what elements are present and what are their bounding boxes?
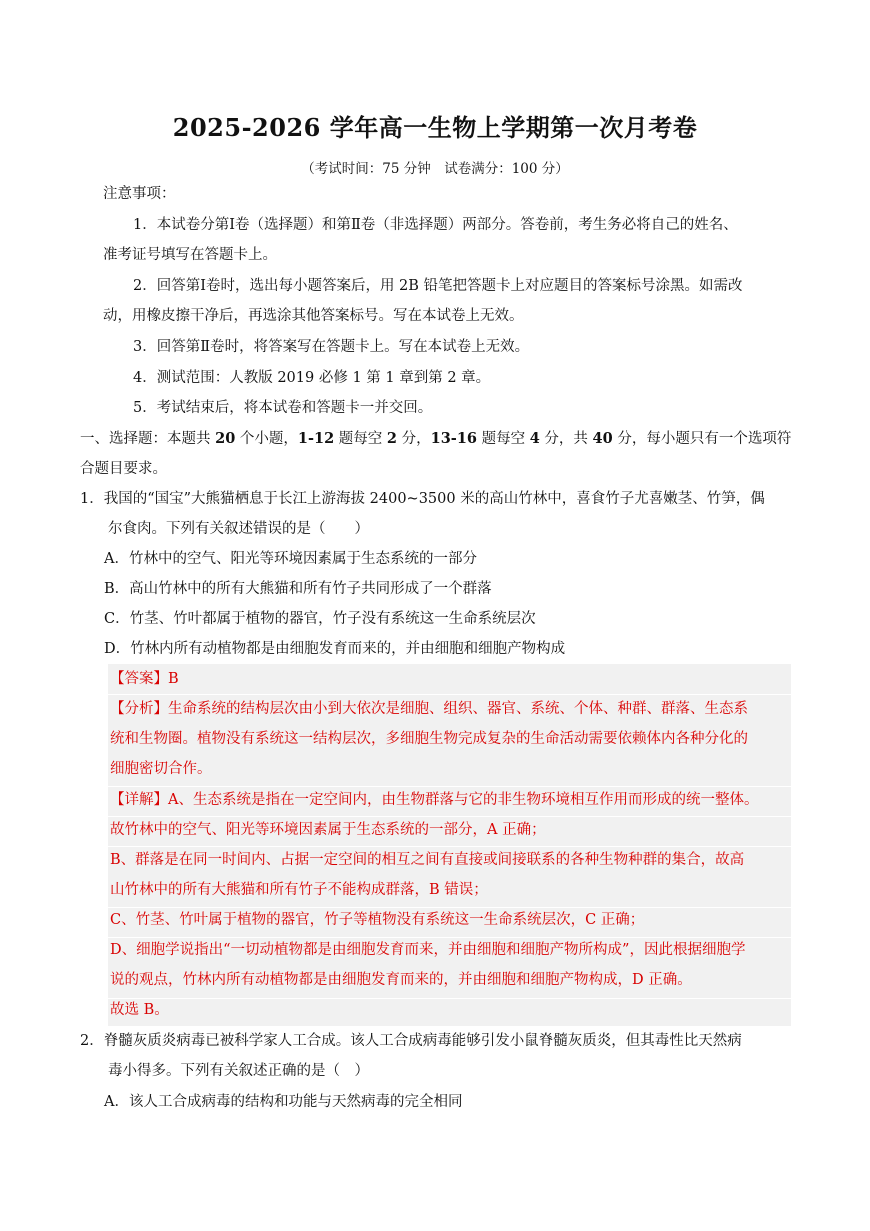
detail-line-7: 说的观点，竹林内所有动植物都是由细胞发育而来的，并由细胞和细胞产物构成，D 正确。 (110, 972, 692, 988)
question-1-option-b: B．高山竹林中的所有大熊猫和所有竹子共同形成了一个群落 (104, 581, 492, 597)
note-1-line-2: 准考证号填写在答题卡上。 (103, 247, 277, 263)
note-2-line-2: 动，用橡皮擦干净后，再选涂其他答案标号。写在本试卷上无效。 (103, 308, 524, 324)
answer-tag: 【答案】 (110, 671, 168, 687)
question-2-stem-1: 2．脊髓灰质炎病毒已被科学家人工合成。该人工合成病毒能够引发小鼠脊髓灰质炎，但其毒性比天然病 (80, 1033, 742, 1049)
note-2-line-1: 2．回答第Ⅰ卷时，选出每小题答案后，用 2B 铅笔把答题卡上对应题目的答案标号涂黑。如需改 (133, 278, 743, 294)
answer-line (110, 669, 179, 689)
notes-heading: 注意事项： (103, 186, 176, 202)
analysis-line-1: 【分析】生命系统的结构层次由小到大依次是细胞、组织、器官、系统、个体、种群、群落、生态系 (110, 701, 748, 717)
detail-conclusion: 故选 B。 (110, 1002, 169, 1018)
section-heading: 一、选择题：本题共 20 个小题，1-12 题每空 2 分，13-16 题每空 4 分，共 40 分，每小题只有一个选项符 (80, 430, 792, 447)
detail-line-3: B、群落是在同一时间内、占据一定空间的相互之间有直接或间接联系的各种生物种群的集合，故高 (110, 852, 745, 868)
question-2-option-a: A．该人工合成病毒的结构和功能与天然病毒的完全相同 (104, 1094, 463, 1110)
detail-line-5: C、竹茎、竹叶属于植物的器官，竹子等植物没有系统这一生命系统层次，C 正确； (110, 912, 645, 928)
detail-tag: 【详解】 (110, 792, 168, 808)
note-4: 4．测试范围：人教版 2019 必修 1 第 1 章到第 2 章。 (133, 370, 491, 386)
section-heading-line-2: 合题目要求。 (80, 461, 167, 477)
question-1-stem-1: 1．我国的“国宝”大熊猫栖息于长江上游海拔 2400~3500 米的高山竹林中，喜食竹子尤喜嫩茎、竹笋，偶 (80, 491, 765, 507)
question-1-stem-2: 尔食肉。下列有关叙述错误的是（ ） (108, 521, 369, 537)
exam-info: （考试时间：75 分钟 试卷满分：100 分） (301, 161, 569, 177)
note-1-line-1: 1．本试卷分第Ⅰ卷（选择题）和第Ⅱ卷（非选择题）两部分。答卷前，考生务必将自己的姓名、 (133, 217, 738, 233)
question-1-option-a: A．竹林中的空气、阳光等环境因素属于生态系统的一部分 (104, 551, 477, 567)
note-5: 5．考试结束后，将本试卷和答题卡一并交回。 (133, 400, 433, 416)
detail-line-6: D、细胞学说指出“一切动植物都是由细胞发育而来，并由细胞和细胞产物所构成”，因此根据细胞学 (110, 942, 746, 958)
detail-line-2: 故竹林中的空气、阳光等环境因素属于生态系统的一部分，A 正确； (110, 822, 546, 838)
analysis-tag: 【分析】 (110, 701, 168, 717)
detail-line-1: 【详解】A、生态系统是指在一定空间内，由生物群落与它的非生物环境相互作用而形成的统一整体。 (110, 792, 759, 808)
question-2-stem-2: 毒小得多。下列有关叙述正确的是（ ） (108, 1063, 369, 1079)
question-1-option-c: C．竹茎、竹叶都属于植物的器官，竹子没有系统这一生命系统层次 (104, 611, 536, 627)
analysis-line-2: 统和生物圈。植物没有系统这一结构层次，多细胞生物完成复杂的生命活动需要依赖体内各种分化的 (110, 731, 748, 747)
page-title: 2025-2026 学年高一生物上学期第一次月考卷 (172, 113, 698, 142)
answer-value: B (168, 671, 179, 687)
detail-line-4: 山竹林中的所有大熊猫和所有竹子不能构成群落，B 错误； (110, 882, 488, 898)
analysis-line-3: 细胞密切合作。 (110, 761, 212, 777)
question-1-option-d: D．竹林内所有动植物都是由细胞发育而来的，并由细胞和细胞产物构成 (104, 641, 566, 657)
note-3: 3．回答第Ⅱ卷时，将答案写在答题卡上。写在本试卷上无效。 (133, 339, 530, 355)
